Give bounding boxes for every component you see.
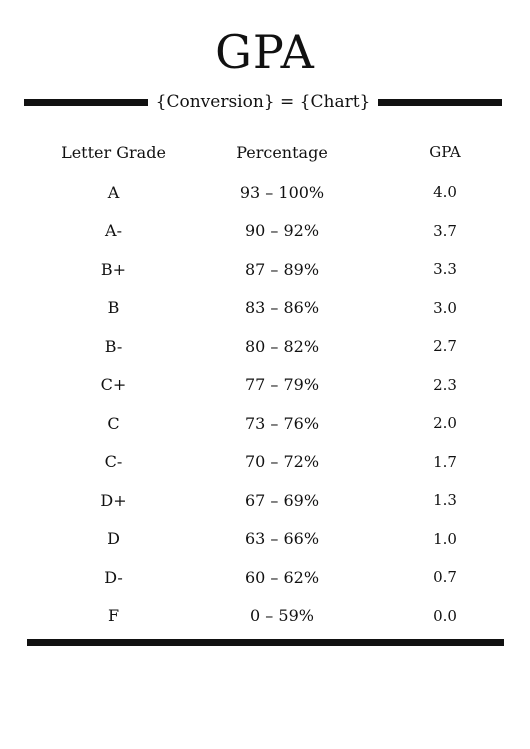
- table-row: [0, 404, 530, 443]
- table-header-row: [0, 136, 530, 168]
- letter-grade-cell: A: [107, 182, 120, 202]
- gpa-cell: 3.7: [433, 221, 457, 240]
- letter-grade-cell: A-: [105, 221, 122, 241]
- gpa-cell: 1.3: [433, 491, 457, 510]
- letter-grade-cell: F: [107, 606, 120, 626]
- page-title: GPA: [215, 25, 315, 79]
- percentage-cell: 73 – 76%: [244, 413, 320, 433]
- gpa-cell: 3.3: [433, 260, 457, 279]
- table-row: [0, 289, 530, 328]
- gpa-cell: 0.0: [433, 606, 457, 625]
- gpa-cell: 1.7: [433, 452, 457, 471]
- top-right-rule: [378, 99, 502, 106]
- table-row: [0, 327, 530, 366]
- percentage-cell: 83 – 86%: [244, 298, 320, 318]
- table-row: [0, 212, 530, 251]
- letter-grade-cell: D-: [104, 567, 123, 587]
- percentage-cell: 0 – 59%: [250, 606, 314, 626]
- header-percentage: Percentage: [236, 142, 328, 162]
- header-letter-grade: Letter Grade: [61, 142, 166, 162]
- gpa-cell: 2.0: [433, 414, 457, 433]
- percentage-cell: 60 – 62%: [244, 567, 320, 587]
- table-row: [0, 443, 530, 482]
- percentage-cell: 93 – 100%: [239, 182, 325, 202]
- gpa-cell: 3.0: [433, 298, 457, 317]
- percentage-cell: 90 – 92%: [244, 221, 320, 241]
- top-left-rule: [24, 99, 148, 106]
- letter-grade-cell: C-: [104, 452, 123, 472]
- table-row: [0, 250, 530, 289]
- percentage-cell: 87 – 89%: [244, 259, 320, 279]
- gpa-cell: 2.3: [433, 375, 457, 394]
- table-row: [0, 520, 530, 559]
- percentage-cell: 80 – 82%: [244, 336, 320, 356]
- letter-grade-cell: D+: [100, 490, 127, 510]
- page-subtitle: {Conversion} = {Chart}: [155, 92, 371, 112]
- letter-grade-cell: C+: [100, 375, 127, 395]
- letter-grade-cell: C: [107, 413, 120, 433]
- table-row: [0, 366, 530, 405]
- letter-grade-cell: B+: [100, 259, 127, 279]
- letter-grade-cell: B: [107, 298, 120, 318]
- percentage-cell: 77 – 79%: [244, 375, 320, 395]
- percentage-cell: 63 – 66%: [244, 529, 320, 549]
- table-row: [0, 173, 530, 212]
- gpa-cell: 2.7: [433, 337, 457, 356]
- bottom-rule: [27, 639, 504, 646]
- header-gpa: GPA: [429, 143, 461, 161]
- letter-grade-cell: D: [107, 529, 120, 549]
- subtitle-banner: [24, 88, 502, 116]
- gpa-cell: 0.7: [433, 568, 457, 587]
- table-row: [0, 558, 530, 597]
- percentage-cell: 70 – 72%: [244, 452, 320, 472]
- percentage-cell: 67 – 69%: [244, 490, 320, 510]
- table-row: [0, 481, 530, 520]
- table-row: [0, 597, 530, 636]
- gpa-cell: 1.0: [433, 529, 457, 548]
- gpa-cell: 4.0: [433, 183, 457, 202]
- gpa-conversion-table: [0, 136, 530, 635]
- letter-grade-cell: B-: [104, 336, 123, 356]
